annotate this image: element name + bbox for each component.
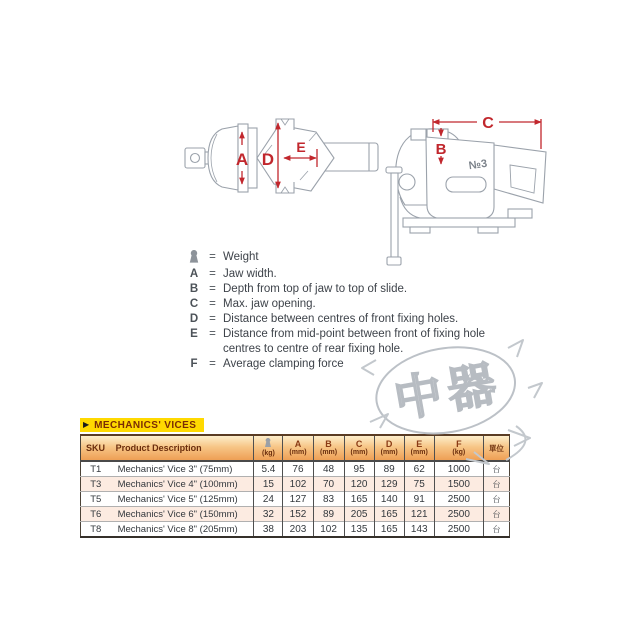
legend-symbol: A	[189, 268, 199, 280]
cell-unit: 台	[483, 477, 509, 492]
cell-e: 75	[404, 477, 434, 492]
cell-b: 83	[313, 492, 344, 507]
vices-table-section	[80, 414, 512, 538]
cell-weight: 32	[254, 507, 283, 522]
equals-sign: =	[209, 313, 216, 325]
cell-description: Mechanics' Vice 4" (100mm)	[111, 477, 254, 492]
cell-c: 135	[344, 522, 374, 538]
cell-weight: 24	[254, 492, 283, 507]
col-unit: (kg)	[262, 450, 275, 457]
legend-definition: Jaw width.	[223, 268, 277, 280]
col-header-d: D (mm)	[374, 435, 404, 461]
legend-symbol: D	[189, 313, 199, 325]
equals-sign: =	[209, 251, 216, 263]
legend-row-e	[186, 327, 504, 357]
cell-d: 129	[374, 477, 404, 492]
col-header-weight	[254, 435, 283, 461]
spec-table	[80, 434, 510, 538]
table-title-bar	[80, 418, 204, 432]
cell-sku: T3	[81, 477, 111, 492]
legend-definition: Weight	[223, 251, 259, 263]
col-header-e: E (mm)	[404, 435, 434, 461]
dimension-legend	[186, 250, 504, 372]
legend-symbol: F	[190, 358, 198, 370]
cell-sku: T1	[90, 463, 102, 475]
cell-e: 121	[404, 507, 434, 522]
col-header-a: A (mm)	[283, 435, 313, 461]
equals-sign: =	[209, 328, 216, 340]
legend-definition: Depth from top of jaw to top of slide.	[223, 283, 408, 295]
cell-e: 143	[404, 522, 434, 538]
dim-label-a: A	[235, 150, 249, 169]
col-header-description: Product Description	[111, 435, 254, 461]
cell-sku: T6	[81, 507, 111, 522]
cell-description: Mechanics' Vice 3" (75mm)	[117, 463, 233, 475]
cell-b: 89	[313, 507, 344, 522]
weight-icon	[186, 250, 202, 267]
watermark-text: 中器	[390, 357, 506, 428]
legend-definition: Distance from mid-point between front of fixing hole centres to centre of rear fixing hole.	[223, 328, 486, 355]
col-header-b: B (mm)	[313, 435, 344, 461]
table-row	[81, 461, 510, 477]
equals-sign: =	[209, 358, 216, 370]
top-view-diagram	[185, 119, 378, 193]
weight-icon	[254, 438, 282, 450]
legend-symbol: B	[189, 283, 199, 295]
header-row	[81, 435, 510, 461]
cell-unit: 台	[483, 507, 509, 522]
triangle-bullet-icon: ▶	[83, 420, 90, 429]
cell-a: 102	[283, 477, 313, 492]
cell-f: 1500	[434, 477, 483, 492]
cell-d: 165	[374, 507, 404, 522]
cell-unit: 台	[483, 522, 509, 538]
cell-c: 205	[344, 507, 374, 522]
cell-e: 62	[404, 461, 434, 477]
cell-f: 2500	[434, 507, 483, 522]
table-row	[81, 492, 510, 507]
col-header-f: F (kg)	[434, 435, 483, 461]
cell-a: 127	[283, 492, 313, 507]
table-row	[81, 507, 510, 522]
model-marking: №3	[468, 157, 488, 173]
col-header-sku: SKU	[81, 435, 111, 461]
table-title: MECHANICS' VICES	[94, 419, 197, 431]
cell-c: 120	[344, 477, 374, 492]
cell-d: 165	[374, 522, 404, 538]
dim-label-d: D	[261, 150, 274, 169]
equals-sign: =	[209, 283, 216, 295]
cell-f: 2500	[434, 492, 483, 507]
cell-unit: 台	[483, 461, 509, 477]
cell-c: 165	[344, 492, 374, 507]
table-row	[81, 522, 510, 538]
cell-weight: 15	[254, 477, 283, 492]
legend-row-d	[186, 312, 504, 327]
cell-f: 1000	[434, 461, 483, 477]
equals-sign: =	[209, 298, 216, 310]
col-header-unit: 單位	[483, 435, 509, 461]
cell-d: 140	[374, 492, 404, 507]
dim-label-b: B	[435, 141, 447, 158]
col-header-c: C (mm)	[344, 435, 374, 461]
legend-definition: Distance between centres of front fixing holes.	[223, 313, 459, 325]
cell-b: 102	[313, 522, 344, 538]
legend-row-a	[186, 267, 504, 282]
legend-symbol: C	[189, 298, 199, 310]
cell-description: Mechanics' Vice 8" (205mm)	[111, 522, 254, 538]
cell-f: 2500	[434, 522, 483, 538]
cell-e: 91	[404, 492, 434, 507]
cell-sku: T5	[81, 492, 111, 507]
dim-label-e: E	[296, 139, 306, 155]
cell-c: 95	[344, 461, 374, 477]
cell-a: 152	[283, 507, 313, 522]
cell-sku: T8	[81, 522, 111, 538]
table-row	[81, 477, 510, 492]
legend-definition: Max. jaw opening.	[223, 298, 316, 310]
cell-a: 203	[283, 522, 313, 538]
cell-description: Mechanics' Vice 6" (150mm)	[111, 507, 254, 522]
cell-weight: 38	[254, 522, 283, 538]
cell-weight: 5.4	[254, 461, 283, 477]
legend-symbol: E	[190, 328, 198, 340]
legend-row-c	[186, 297, 504, 312]
cell-unit: 台	[483, 492, 509, 507]
cell-b: 70	[313, 477, 344, 492]
cell-description: Mechanics' Vice 5" (125mm)	[111, 492, 254, 507]
side-view-diagram	[386, 129, 546, 265]
cell-a: 76	[283, 461, 313, 477]
equals-sign: =	[209, 268, 216, 280]
legend-row-f	[186, 357, 504, 372]
legend-row-weight	[186, 250, 504, 267]
legend-definition: Average clamping force	[223, 358, 344, 370]
dim-label-c: C	[482, 115, 494, 132]
cell-b: 48	[313, 461, 344, 477]
cell-d: 89	[374, 461, 404, 477]
legend-row-b	[186, 282, 504, 297]
